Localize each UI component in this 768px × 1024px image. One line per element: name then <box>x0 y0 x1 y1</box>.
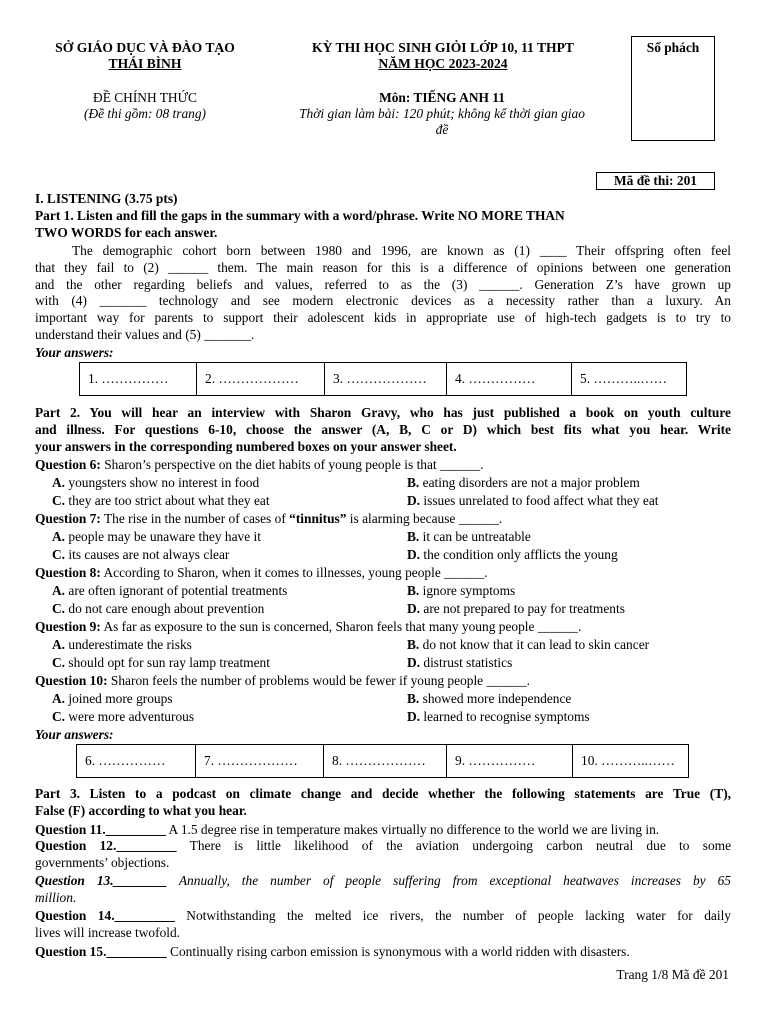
option-text: issues unrelated to food affect what they eat <box>423 493 659 508</box>
option-a[interactable]: A. joined more groups <box>52 691 173 706</box>
pages-note: (Đề thi gồm: 08 trang) <box>84 106 206 121</box>
subject-block <box>272 90 612 138</box>
option-text: showed more independence <box>422 691 572 706</box>
summary-line: and the other regarding beliefs and values, referred to as the (3) ______. Generation Z’s have grown up <box>35 276 731 292</box>
option-c[interactable]: C. its causes are not always clear <box>52 547 230 562</box>
question-text: A 1.5 degree rise in temperature makes virtually no difference to the world we are living in. <box>165 822 660 837</box>
answer-cell[interactable]: 5. ………..…… <box>572 363 687 396</box>
answer-cell[interactable]: 4. …………… <box>447 363 572 396</box>
question-text-cont: million. <box>35 889 77 905</box>
summary-line: The demographic cohort born between 1980 and 1996, are known as (1) ____ Their offspring often feel <box>72 243 731 258</box>
option-d[interactable]: D. learned to recognise symptoms <box>407 709 590 724</box>
summary-paragraph <box>35 243 731 344</box>
exam-code-box: Mã đề thi: 201 <box>596 172 715 190</box>
answer-cell[interactable]: 10. ………..…… <box>573 745 689 778</box>
department-line: SỞ GIÁO DỤC VÀ ĐÀO TẠO <box>55 40 235 55</box>
answer-cell[interactable]: 9. …………… <box>447 745 573 778</box>
option-text: its causes are not always clear <box>68 547 230 562</box>
question-text: There is little likelihood of the aviation undergoing carbon neutral due to some <box>176 838 732 853</box>
option-c[interactable]: C. do not care enough about prevention <box>52 601 265 616</box>
question-label: Question 11._________ <box>35 822 166 837</box>
option-text: youngsters show no interest in food <box>68 475 260 490</box>
answer-cell[interactable]: 8. ……………… <box>324 745 447 778</box>
your-answers-label: Your answers: <box>35 727 114 742</box>
option-text: distrust statistics <box>423 655 513 670</box>
option-a[interactable]: A. are often ignorant of potential treatments <box>52 583 288 598</box>
question-text: Annually, the number of people suffering from exceptional heatwaves increases by 65 <box>167 873 731 888</box>
part1-limit: NO MORE THAN <box>457 208 565 223</box>
question-text: Sharon feels the number of problems would be fewer if young people ______. <box>107 673 530 688</box>
option-a[interactable]: A. people may be unaware they have it <box>52 529 261 544</box>
part3-line: Part 3. Listen to a podcast on climate change and decide whether the following statements are True (T), <box>35 786 731 801</box>
province-line: THÁI BÌNH <box>108 56 182 71</box>
page-footer: Trang 1/8 Mã đề 201 <box>616 967 729 982</box>
question-7 <box>35 510 731 527</box>
option-text: were more adventurous <box>68 709 195 724</box>
option-text: it can be untreatable <box>422 529 531 544</box>
question-9 <box>35 618 731 635</box>
question-text: As far as exposure to the sun is concerned, Sharon feels that many young people ______. <box>100 619 582 634</box>
part1-instruction-text: Part 1. Listen and fill the gaps in the summary with a word/phrase. Write <box>35 208 455 223</box>
option-text: learned to recognise symptoms <box>423 709 590 724</box>
question-12 <box>35 838 731 872</box>
option-text: eating disorders are not a major problem <box>422 475 640 490</box>
summary-line: important way for parents to support their adolescent kids in appropriate use of high-tech gadgets is to try to <box>35 310 731 326</box>
question-text: Sharon’s perspective on the diet habits of young people is that ______. <box>100 457 484 472</box>
part3-instruction <box>35 786 731 820</box>
option-text: are not prepared to pay for treatments <box>423 601 625 616</box>
question-label: Question 9: <box>35 619 101 634</box>
question-10 <box>35 672 731 689</box>
summary-line: understand their values and (5) _______. <box>35 326 255 342</box>
question-label: Question 8: <box>35 565 101 580</box>
option-b[interactable]: B. do not know that it can lead to skin cancer <box>407 637 650 652</box>
option-d[interactable]: D. issues unrelated to food affect what they eat <box>407 493 659 508</box>
option-a[interactable]: A. youngsters show no interest in food <box>52 475 260 490</box>
option-b[interactable]: B. eating disorders are not a major problem <box>407 475 640 490</box>
option-c[interactable]: C. should opt for sun ray lamp treatment <box>52 655 270 670</box>
question-text: The rise in the number of cases of <box>100 511 290 526</box>
question-label: Question 12._________ <box>35 838 177 853</box>
department-name <box>30 40 260 72</box>
question-text: Notwithstanding the melted ice rivers, the number of people lacking water for daily <box>174 908 731 923</box>
option-c[interactable]: C. they are too strict about what they eat <box>52 493 270 508</box>
part2-line: Part 2. You will hear an interview with Sharon Gravy, who has just published a book on youth culture <box>35 405 731 420</box>
option-b[interactable]: B. it can be untreatable <box>407 529 531 544</box>
answer-cell[interactable]: 2. ……………… <box>197 363 325 396</box>
answer-table-part2 <box>76 744 689 778</box>
question-15 <box>35 943 731 960</box>
option-c[interactable]: C. were more adventurous <box>52 709 195 724</box>
question-6 <box>35 456 731 473</box>
question-term: “tinnitus” <box>289 511 347 526</box>
option-d[interactable]: D. distrust statistics <box>407 655 513 670</box>
option-text: the condition only afflicts the young <box>423 547 618 562</box>
question-14 <box>35 908 731 942</box>
option-b[interactable]: B. ignore symptoms <box>407 583 516 598</box>
time-note-cont: đề <box>435 122 449 137</box>
time-note: Thời gian làm bài: 120 phút; không kể thời gian giao <box>299 106 585 121</box>
question-label: Question 15._________ <box>35 944 167 959</box>
option-text: underestimate the risks <box>68 637 192 652</box>
option-a[interactable]: A. underestimate the risks <box>52 637 192 652</box>
answer-cell[interactable]: 6. …………… <box>77 745 196 778</box>
option-text: ignore symptoms <box>422 583 516 598</box>
official-block <box>30 90 260 122</box>
option-text: joined more groups <box>68 691 173 706</box>
question-label: Question 6: <box>35 457 101 472</box>
part2-instruction <box>35 405 731 455</box>
option-d[interactable]: D. the condition only afflicts the young <box>407 547 618 562</box>
your-answers-label: Your answers: <box>35 345 114 360</box>
exam-title <box>270 40 616 72</box>
exam-title-line: KỲ THI HỌC SINH GIỎI LỚP 10, 11 THPT <box>312 40 574 55</box>
part2-line: your answers in the corresponding numbered boxes on your answer sheet. <box>35 438 457 454</box>
subject-label: Môn: TIẾNG ANH 11 <box>379 90 505 105</box>
question-13 <box>35 873 731 907</box>
part1-instruction-cont: TWO WORDS for each answer. <box>35 224 218 240</box>
question-label: Question 13.________ <box>35 873 168 888</box>
answer-cell[interactable]: 1. …………… <box>80 363 197 396</box>
question-text: Continually rising carbon emission is synonymous with a world ridden with disasters. <box>166 944 630 959</box>
question-text-cont: governments’ objections. <box>35 854 170 870</box>
answer-table-part1 <box>79 362 687 396</box>
option-text: do not know that it can lead to skin cancer <box>422 637 650 652</box>
option-text: do not care enough about prevention <box>68 601 265 616</box>
answer-cell[interactable]: 7. ……………… <box>196 745 324 778</box>
option-d[interactable]: D. are not prepared to pay for treatments <box>407 601 625 616</box>
section-title: I. LISTENING (3.75 pts) <box>35 191 178 206</box>
option-text: people may be unaware they have it <box>68 529 261 544</box>
official-label: ĐỀ CHÍNH THỨC <box>93 90 197 105</box>
question-label: Question 10: <box>35 673 108 688</box>
question-label: Question 14._________ <box>35 908 175 923</box>
question-11 <box>35 821 731 838</box>
option-text: they are too strict about what they eat <box>68 493 270 508</box>
part3-line: False (F) according to what you hear. <box>35 802 247 818</box>
school-year-line: NĂM HỌC 2023-2024 <box>378 56 508 71</box>
so-phach-box <box>631 36 715 141</box>
so-phach-label: Số phách <box>646 40 700 55</box>
question-8 <box>35 564 731 581</box>
summary-line: with (4) _______ technology and see modern electronic devices as a necessity rather than a luxury. An <box>35 293 731 309</box>
part1-instruction <box>35 208 731 242</box>
question-text-end: is alarming because ______. <box>346 511 503 526</box>
question-label: Question 7: <box>35 511 101 526</box>
option-text: are often ignorant of potential treatments <box>68 583 288 598</box>
part2-line: and illness. For questions 6-10, choose the answer (A, B, C or D) which best fits what you hear. Write <box>35 421 731 437</box>
summary-line: that they fail to (2) ______ them. The main reason for this is a difference of opinions between one generation <box>35 259 731 275</box>
answer-cell[interactable]: 3. ……………… <box>325 363 447 396</box>
option-text: should opt for sun ray lamp treatment <box>68 655 270 670</box>
option-b[interactable]: B. showed more independence <box>407 691 572 706</box>
question-text-cont: lives will increase twofold. <box>35 924 181 940</box>
question-text: According to Sharon, when it comes to illnesses, young people ______. <box>100 565 488 580</box>
